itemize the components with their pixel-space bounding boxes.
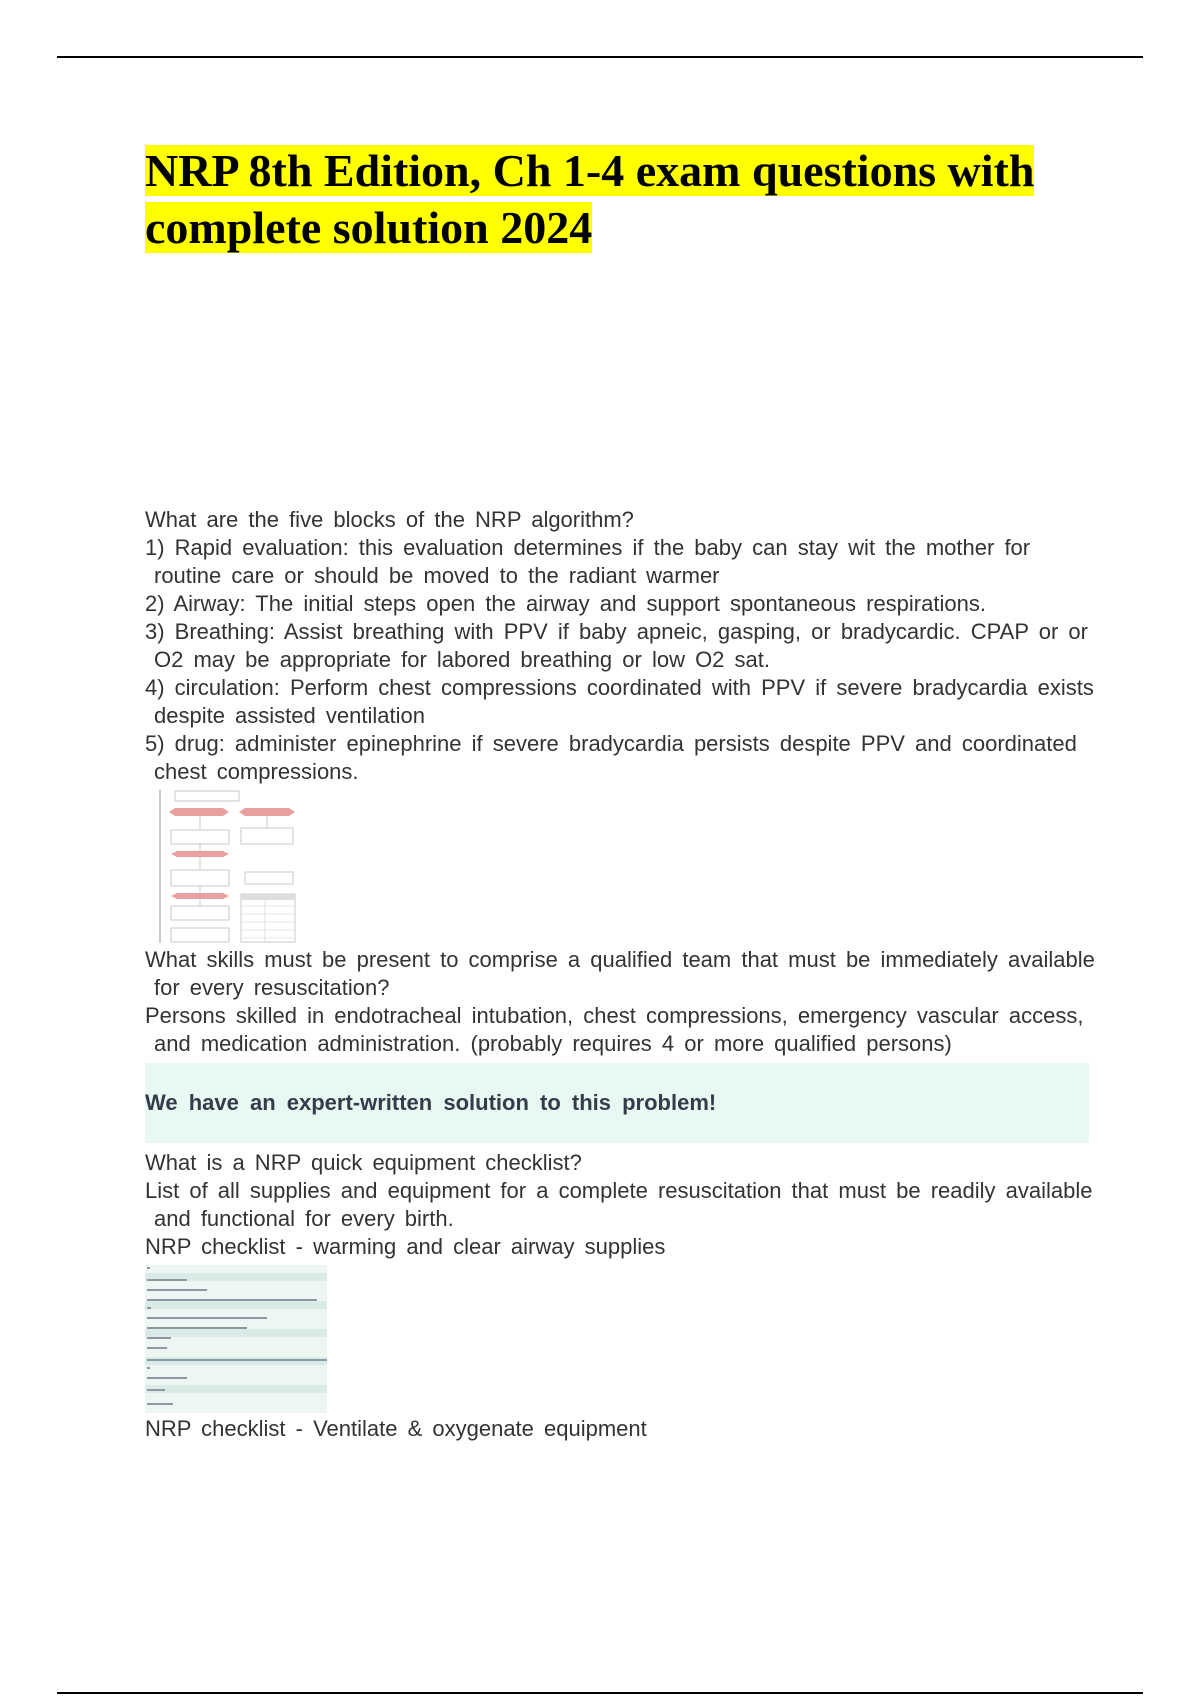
question-1: What are the five blocks of the NRP algorithm? xyxy=(145,507,634,532)
answer-block-3: 3) Breathing: Assist breathing with PPV if baby apneic, gasping, or bradycardic. CPAP or or O2 may be appropriate for labored breathing or low O2 sat. xyxy=(145,619,1088,672)
nrp-algorithm-flowchart-thumbnail xyxy=(157,788,302,946)
document-body xyxy=(145,506,1095,1443)
checklist-ventilate-heading: NRP checklist - Ventilate & oxygenate equipment xyxy=(145,1416,647,1441)
banner-text: We have an expert-written solution to this problem! xyxy=(145,1090,717,1115)
bottom-rule xyxy=(57,1692,1143,1694)
answer-block-4: 4) circulation: Perform chest compressions coordinated with PPV if severe bradycardia exists despite assisted ventilation xyxy=(145,675,1094,728)
expert-solution-banner[interactable] xyxy=(145,1063,1089,1143)
question-3: What is a NRP quick equipment checklist? xyxy=(145,1150,582,1175)
top-rule xyxy=(57,56,1143,58)
answer-2: Persons skilled in endotracheal intubation, chest compressions, emergency vascular access, and medication administration. (probably requires 4 or more qualified persons) xyxy=(145,1003,1084,1056)
answer-block-5: 5) drug: administer epinephrine if severe bradycardia persists despite PPV and coordinated chest compressions. xyxy=(145,731,1077,784)
checklist-warming-heading: NRP checklist - warming and clear airway supplies xyxy=(145,1234,666,1259)
question-2: What skills must be present to comprise a qualified team that must be immediately available for every resuscitation? xyxy=(145,947,1095,1000)
warming-airway-checklist-thumbnail xyxy=(145,1265,327,1413)
answer-block-2: 2) Airway: The initial steps open the airway and support spontaneous respirations. xyxy=(145,591,986,616)
answer-3: List of all supplies and equipment for a complete resuscitation that must be readily available and functional for every birth. xyxy=(145,1178,1093,1231)
document-title: NRP 8th Edition, Ch 1-4 exam questions with complete solution 2024 xyxy=(145,145,1035,253)
answer-block-1: 1) Rapid evaluation: this evaluation determines if the baby can stay wit the mother for routine care or should be moved to the radiant warmer xyxy=(145,535,1031,588)
